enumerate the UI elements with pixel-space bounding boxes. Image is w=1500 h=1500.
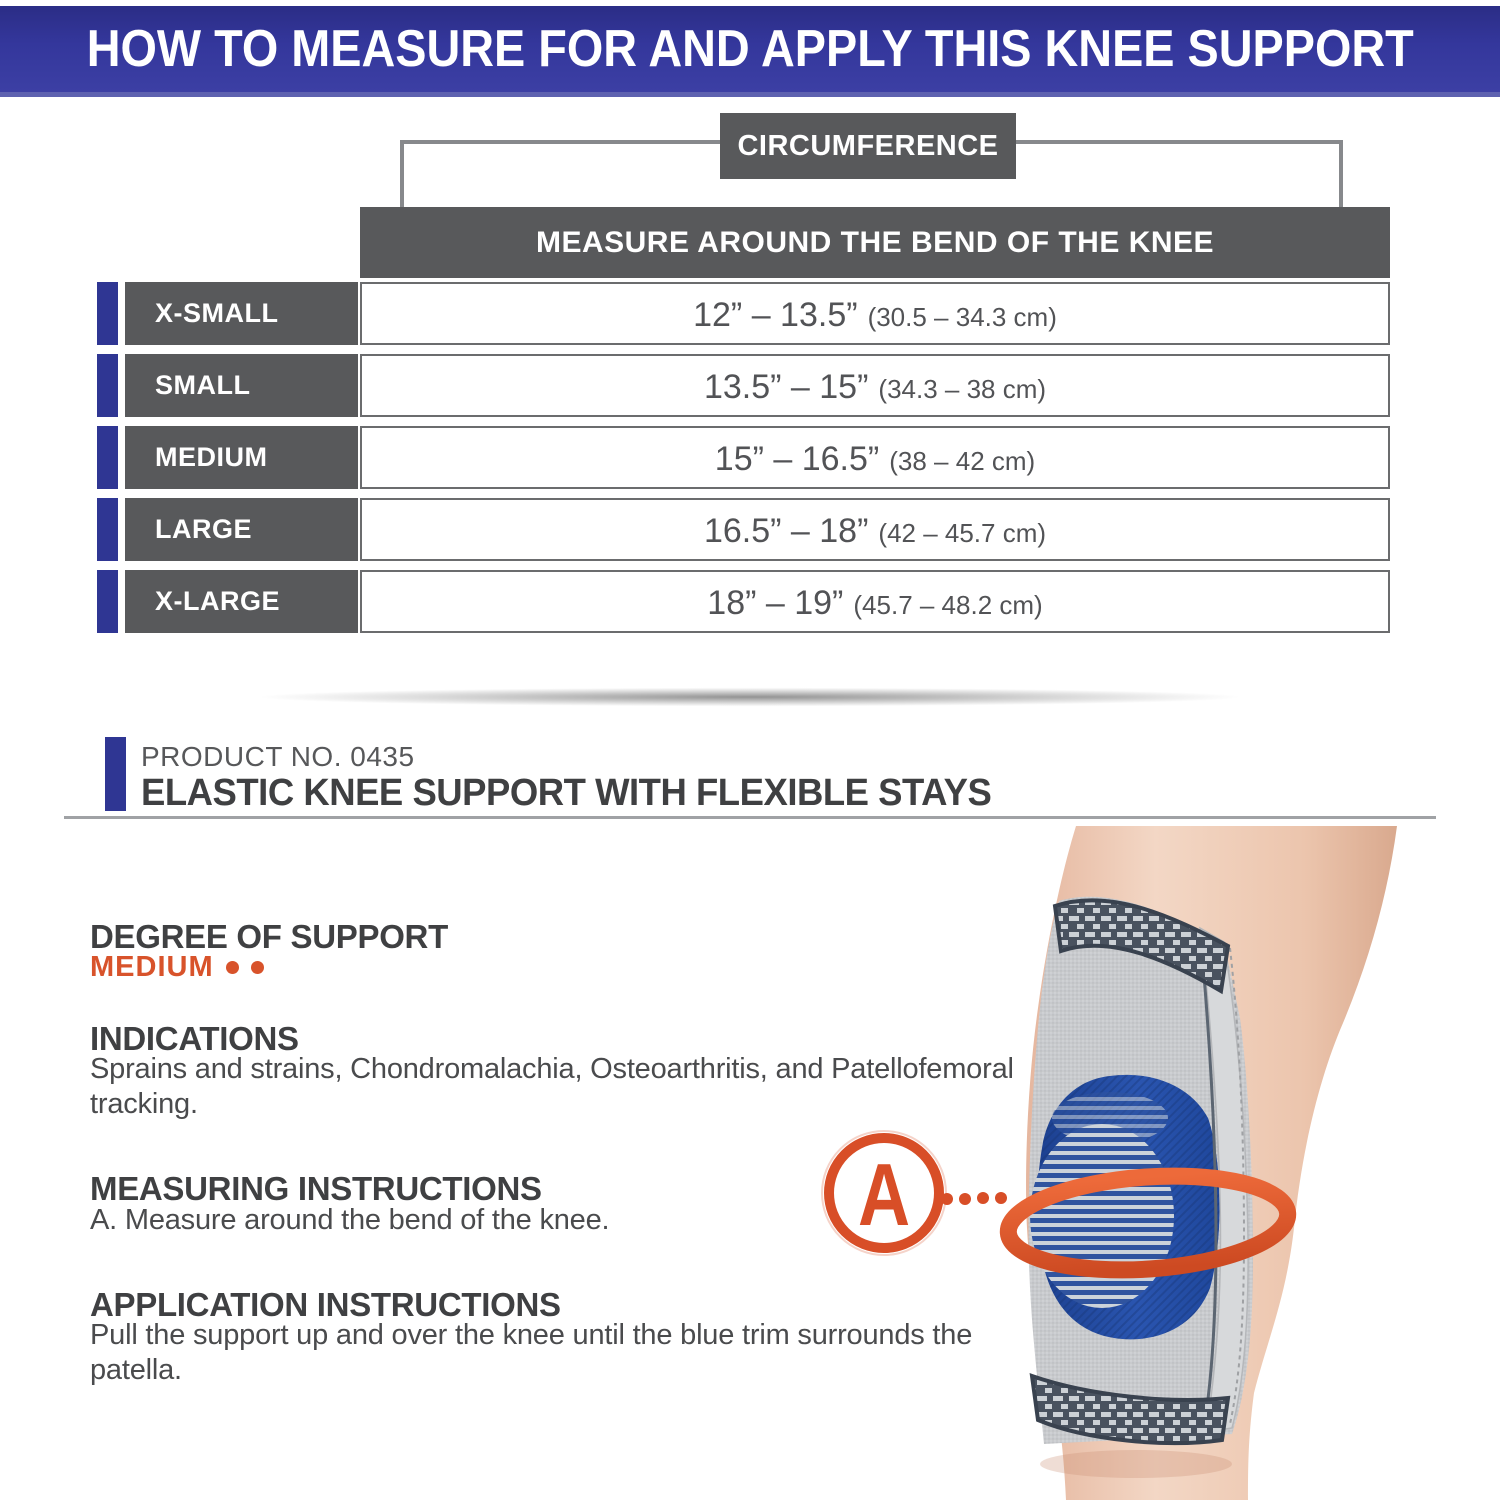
support-level-dot [251,961,264,974]
bracket-line-right [1016,140,1343,144]
dotted-leader [941,1192,1007,1205]
bracket-drop-left [400,140,404,210]
size-inches: 12” – 13.5” [693,296,858,334]
row-accent [97,498,118,561]
gel-insert [1030,1124,1174,1308]
size-label [125,570,358,633]
product-name: ELASTIC KNEE SUPPORT WITH FLEXIBLE STAYS [141,772,992,814]
circumference-label: CIRCUMFERENCE [737,129,999,162]
size-label-text: X-SMALL [155,298,279,328]
row-accent [97,354,118,417]
header-banner [0,6,1500,97]
size-inches: 13.5” – 15” [703,368,869,406]
measuring-heading: MEASURING INSTRUCTIONS [90,1170,542,1207]
circumference-callout [720,113,1016,179]
support-level [90,951,264,984]
size-label [125,282,358,345]
size-cm: (45.7 – 48.2 cm) [853,590,1043,620]
size-label [125,426,358,489]
support-level-label: MEDIUM [90,951,214,983]
size-label [125,498,358,561]
application-heading: APPLICATION INSTRUCTIONS [90,1286,561,1323]
size-inches: 18” – 19” [707,584,844,622]
indications-heading: INDICATIONS [90,1020,299,1057]
size-value [360,354,1390,417]
size-label-text: MEDIUM [155,442,268,472]
bracket-drop-right [1339,140,1343,210]
size-cm: (42 – 45.7 cm) [878,518,1047,548]
size-cm: (30.5 – 34.3 cm) [867,302,1057,332]
degree-heading: DEGREE OF SUPPORT [90,918,448,955]
row-accent [97,570,118,633]
table-header [360,207,1390,278]
size-value [360,426,1390,489]
size-inches: 16.5” – 18” [703,512,869,550]
product-accent-bar [105,737,126,811]
bracket-line-left [400,140,720,144]
size-value [360,570,1390,633]
application-body: Pull the support up and over the knee until the blue trim surrounds the patella. [90,1319,973,1386]
product-number: PRODUCT NO. 0435 [141,741,415,772]
size-label [125,354,358,417]
calf-shadow [1040,1450,1232,1478]
size-label-text: SMALL [155,370,251,400]
size-value [360,498,1390,561]
knee-illustration [780,818,1500,1500]
size-cm: (34.3 – 38 cm) [878,374,1047,404]
marker-a-label: A [857,1146,911,1245]
size-inches: 15” – 16.5” [714,440,880,478]
measuring-body: A. Measure around the bend of the knee. [90,1204,610,1236]
size-value [360,282,1390,345]
size-cm: (38 – 42 cm) [889,446,1036,476]
page-title: HOW TO MEASURE FOR AND APPLY THIS KNEE SUPPORT [86,20,1414,78]
row-accent [97,282,118,345]
gel-insert-upper [1052,1092,1168,1144]
table-shadow [68,684,1432,710]
row-accent [97,426,118,489]
size-label-text: X-LARGE [155,586,280,616]
size-label-text: LARGE [155,514,252,544]
table-header-label: MEASURE AROUND THE BEND OF THE KNEE [535,225,1215,259]
support-level-dot [226,961,239,974]
indications-body: Sprains and strains, Chondromalachia, Osteoarthritis, and Patellofemoral tracking. [90,1053,1014,1120]
